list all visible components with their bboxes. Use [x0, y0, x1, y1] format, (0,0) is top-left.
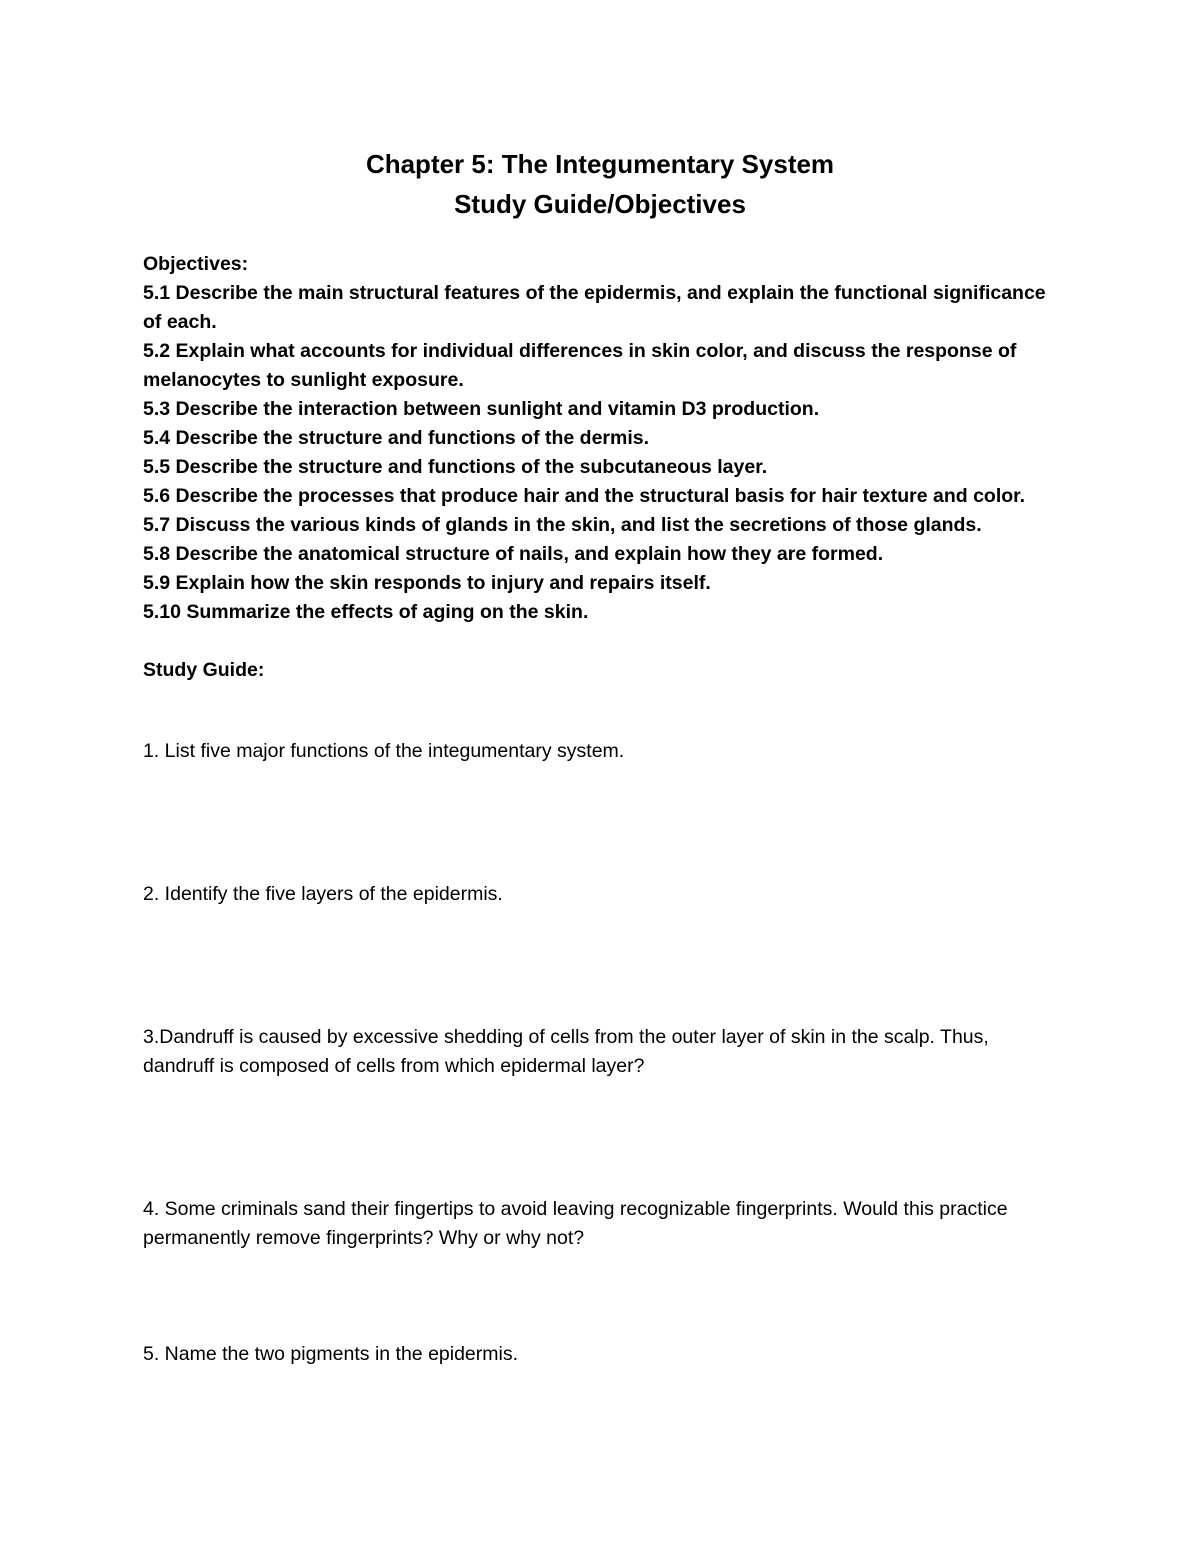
objective-item: 5.1 Describe the main structural features of the epidermis, and explain the functional significance of each.	[143, 282, 1046, 333]
objective-item: 5.9 Explain how the skin responds to injury and repairs itself.	[143, 572, 711, 594]
study-question: 1. List five major functions of the integumentary system.	[143, 740, 625, 762]
study-question: 2. Identify the five layers of the epidermis.	[143, 883, 503, 905]
document-title	[0, 144, 1200, 224]
objective-item: 5.3 Describe the interaction between sunlight and vitamin D3 production.	[143, 398, 820, 420]
objective-item: 5.4 Describe the structure and functions of the dermis.	[143, 427, 650, 449]
document-subtitle: Study Guide/Objectives	[454, 189, 746, 219]
objective-item: 5.6 Describe the processes that produce hair and the structural basis for hair texture and color.	[143, 485, 1026, 507]
study-question: 4. Some criminals sand their fingertips to avoid leaving recognizable fingerprints. Would this practice permanently remove fingerprints? Why or why not?	[143, 1198, 1008, 1249]
study-question: 3.Dandruff is caused by excessive shedding of cells from the outer layer of skin in the scalp. Thus, dandruff is composed of cells from which epidermal layer?	[143, 1026, 989, 1077]
study-guide-heading: Study Guide:	[143, 659, 265, 681]
study-question: 5. Name the two pigments in the epidermis.	[143, 1343, 519, 1365]
objective-item: 5.2 Explain what accounts for individual differences in skin color, and discuss the response of melanocytes to sunlight exposure.	[143, 340, 1017, 391]
chapter-title: Chapter 5: The Integumentary System	[365, 149, 835, 179]
objective-item: 5.5 Describe the structure and functions of the subcutaneous layer.	[143, 456, 768, 478]
objectives-heading: Objectives:	[143, 253, 249, 275]
objective-item: 5.7 Discuss the various kinds of glands in the skin, and list the secretions of those glands.	[143, 514, 982, 536]
objectives-section	[143, 250, 1063, 685]
objective-item: 5.10 Summarize the effects of aging on the skin.	[143, 601, 589, 623]
objective-item: 5.8 Describe the anatomical structure of nails, and explain how they are formed.	[143, 543, 884, 565]
